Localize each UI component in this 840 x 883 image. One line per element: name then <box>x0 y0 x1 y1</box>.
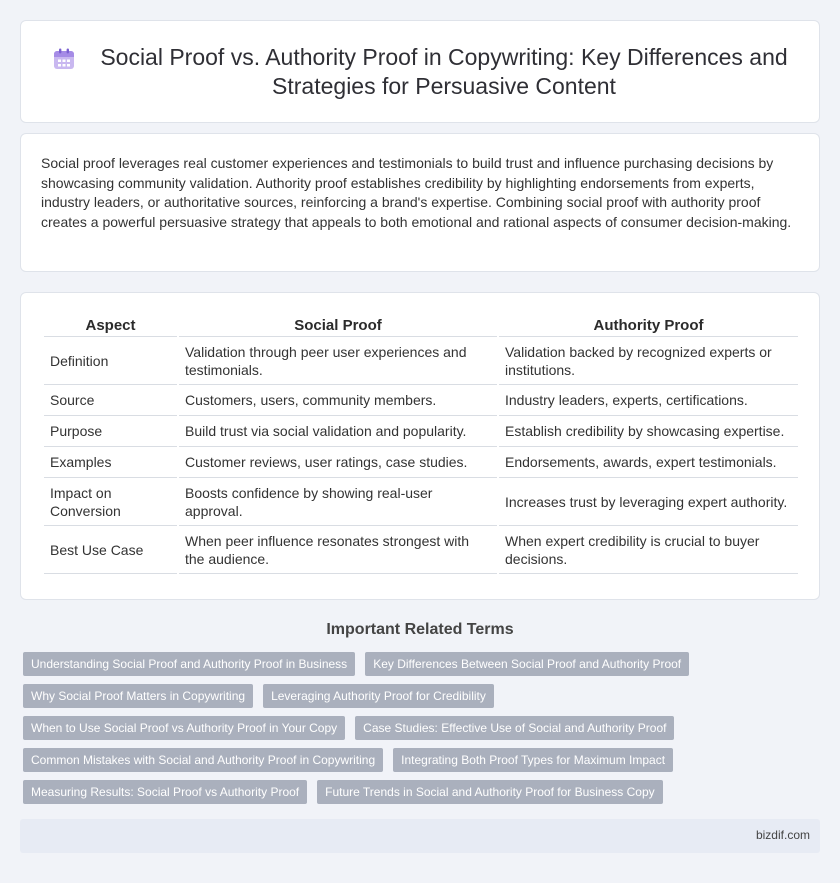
footer <box>20 819 820 853</box>
table-cell: Best Use Case <box>44 526 177 574</box>
table-header-row <box>44 315 798 337</box>
related-term-tag[interactable]: Leveraging Authority Proof for Credibility <box>263 684 494 708</box>
intro-paragraph: Social proof leverages real customer experiences and testimonials to build trust and influence purchasing decisions by showcasing community validation. Authority proof establishes credibility by highlighting endorsements from experts, industry leaders, or authoritative sources, reinforcing a brand's expertise. Combining social proof with authority proof creates a powerful persuasive strategy that appeals to both emotional and rational aspects of consumer decision-making. <box>41 155 792 230</box>
table-cell: Establish credibility by showcasing expertise. <box>499 416 798 447</box>
table-cell: Validation backed by recognized experts or institutions. <box>499 337 798 385</box>
table-cell: Examples <box>44 447 177 478</box>
table-cell: When peer influence resonates strongest with the audience. <box>179 526 497 574</box>
footer-site-name[interactable]: bizdif.com <box>755 828 810 842</box>
related-term-tag[interactable]: Future Trends in Social and Authority Proof for Business Copy <box>317 780 663 804</box>
table-cell: Industry leaders, experts, certifications. <box>499 385 798 416</box>
table-cell: Customer reviews, user ratings, case studies. <box>179 447 497 478</box>
table-cell: Boosts confidence by showing real-user approval. <box>179 478 497 526</box>
table-row <box>44 526 798 574</box>
table-cell: Increases trust by leveraging expert authority. <box>499 478 798 526</box>
comparison-table <box>42 315 800 574</box>
related-term-tag[interactable]: Case Studies: Effective Use of Social and Authority Proof <box>355 716 674 740</box>
header-authority-proof: Authority Proof <box>499 315 798 337</box>
table-cell: Source <box>44 385 177 416</box>
table-row <box>44 447 798 478</box>
table-cell: Definition <box>44 337 177 385</box>
related-term-tag[interactable]: Measuring Results: Social Proof vs Authority Proof <box>23 780 307 804</box>
related-term-tag[interactable]: Common Mistakes with Social and Authority Proof in Copywriting <box>23 748 383 772</box>
calendar-icon <box>51 46 77 72</box>
related-term-tag[interactable]: Integrating Both Proof Types for Maximum Impact <box>393 748 673 772</box>
table-row <box>44 337 798 385</box>
page-title: Social Proof vs. Authority Proof in Copywriting: Key Differences and Strategies for Persuasive Content <box>100 43 788 99</box>
table-row <box>44 478 798 526</box>
comparison-table-card <box>20 292 820 600</box>
table-cell: When expert credibility is crucial to buyer decisions. <box>499 526 798 574</box>
related-term-tag[interactable]: Why Social Proof Matters in Copywriting <box>23 684 253 708</box>
table-cell: Validation through peer user experiences and testimonials. <box>179 337 497 385</box>
table-cell: Impact on Conversion <box>44 478 177 526</box>
related-terms-list <box>23 652 823 804</box>
table-row <box>44 416 798 447</box>
header-social-proof: Social Proof <box>179 315 497 337</box>
header-aspect: Aspect <box>44 315 177 337</box>
related-term-tag[interactable]: Key Differences Between Social Proof and Authority Proof <box>365 652 689 676</box>
table-cell: Endorsements, awards, expert testimonials. <box>499 447 798 478</box>
related-term-tag[interactable]: Understanding Social Proof and Authority Proof in Business <box>23 652 355 676</box>
related-term-tag[interactable]: When to Use Social Proof vs Authority Proof in Your Copy <box>23 716 345 740</box>
table-cell: Purpose <box>44 416 177 447</box>
table-row <box>44 385 798 416</box>
table-cell: Build trust via social validation and popularity. <box>179 416 497 447</box>
table-cell: Customers, users, community members. <box>179 385 497 416</box>
related-terms-title: Important Related Terms <box>326 621 514 638</box>
header-card <box>20 20 820 123</box>
intro-card <box>20 133 820 272</box>
